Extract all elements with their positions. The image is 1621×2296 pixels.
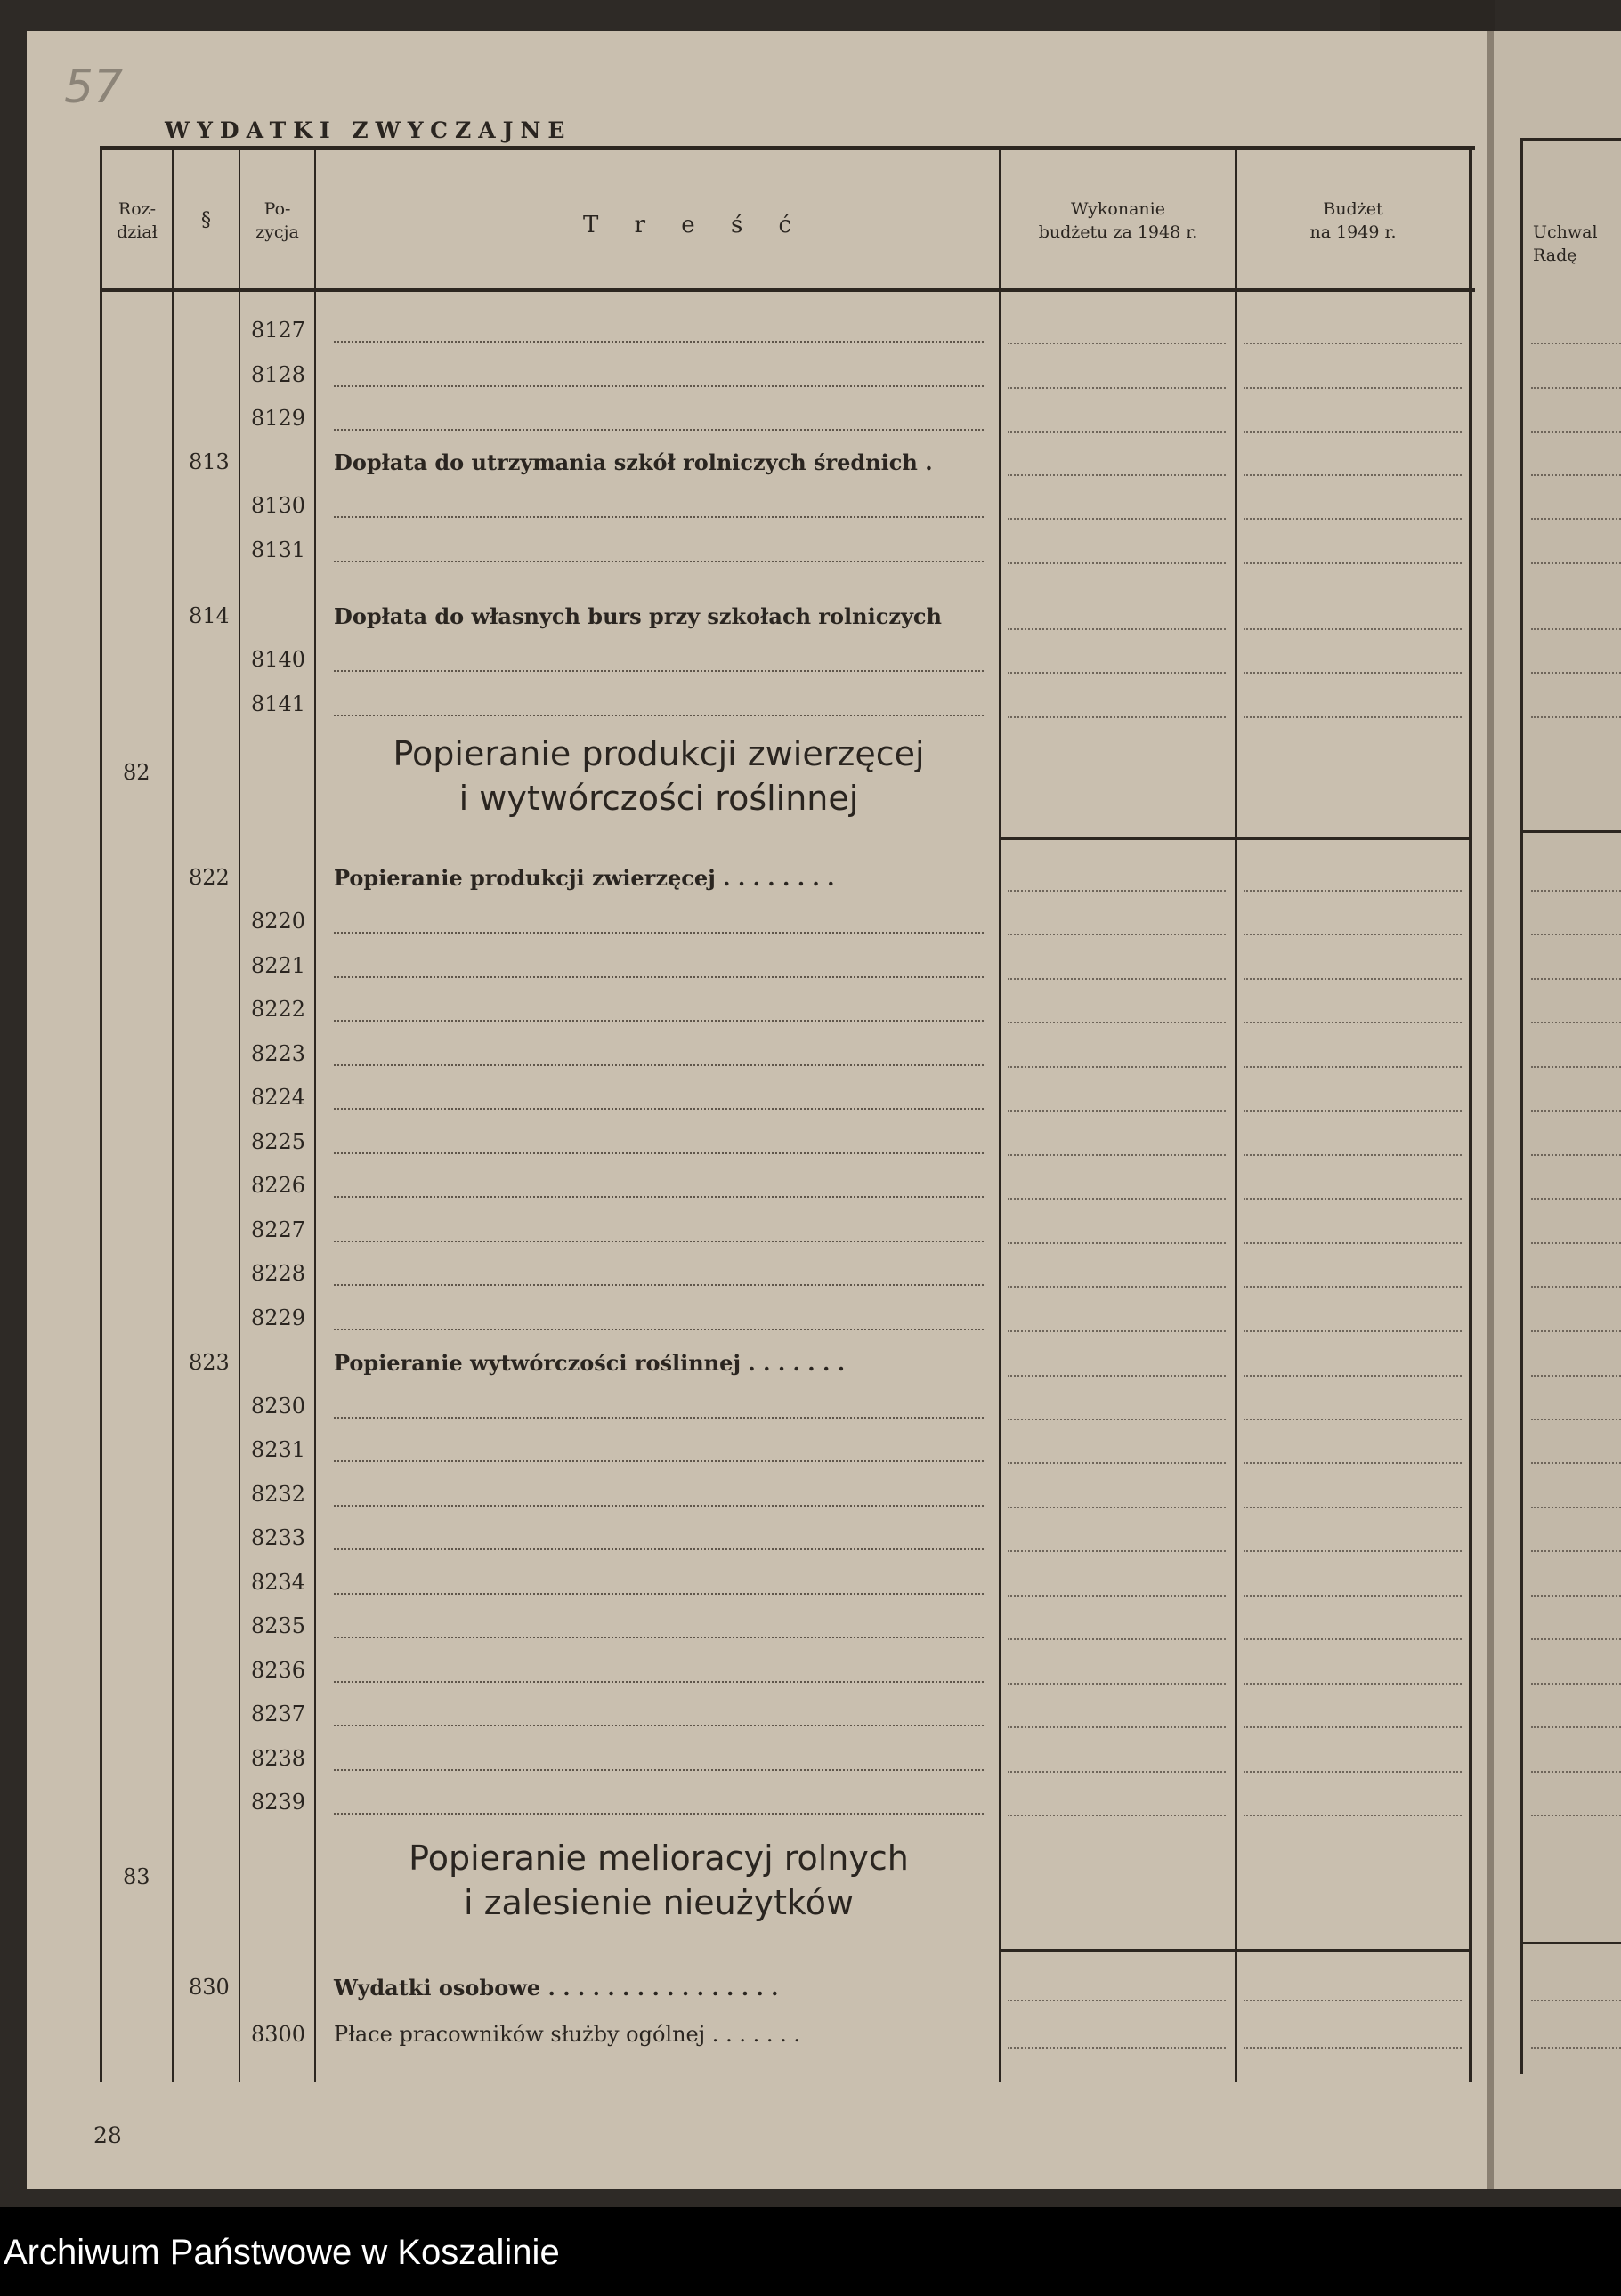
header-rozdzial: Roz- dział bbox=[117, 199, 158, 242]
amount-line-wykonanie bbox=[1008, 890, 1226, 892]
amount-line-wykonanie bbox=[1008, 1375, 1226, 1377]
section-82-rule bbox=[1001, 837, 1472, 840]
header-tresc: T r e ś ć bbox=[583, 212, 806, 238]
row-dotted-line bbox=[334, 715, 984, 716]
amount-line-wykonanie bbox=[1008, 1242, 1226, 1244]
col-divider-pozycja bbox=[314, 150, 316, 2082]
row-dotted-line bbox=[334, 976, 984, 978]
amount-line-uchwalone bbox=[1531, 1771, 1621, 1773]
row-pozycja: 8234 bbox=[251, 1570, 306, 1595]
amount-line-uchwalone bbox=[1531, 890, 1621, 892]
amount-line-wykonanie bbox=[1008, 518, 1226, 520]
amount-line-wykonanie bbox=[1008, 2047, 1226, 2049]
archive-name: Archiwum Państwowe w Koszalinie bbox=[4, 2233, 560, 2272]
amount-line-uchwalone bbox=[1531, 562, 1621, 564]
row-pozycja: 8229 bbox=[251, 1306, 306, 1330]
amount-line-wykonanie bbox=[1008, 2000, 1226, 2001]
amount-line-wykonanie bbox=[1008, 1286, 1226, 1288]
row-description: Płace pracowników służby ogólnej . . . . . . . bbox=[334, 2022, 800, 2047]
amount-line-budzet bbox=[1244, 1815, 1462, 1816]
amount-line-wykonanie bbox=[1008, 1771, 1226, 1773]
row-paragraf: 823 bbox=[189, 1350, 230, 1375]
row-dotted-line bbox=[334, 1505, 984, 1507]
amount-line-budzet bbox=[1244, 1330, 1462, 1332]
amount-line-budzet bbox=[1244, 1110, 1462, 1112]
row-rozdzial: 83 bbox=[123, 1864, 150, 1889]
row-pozycja: 8233 bbox=[251, 1525, 306, 1550]
amount-line-wykonanie bbox=[1008, 1507, 1226, 1508]
header-uchwalone: Uchwal Radę bbox=[1533, 222, 1598, 265]
amount-line-uchwalone bbox=[1531, 1330, 1621, 1332]
section-heading: Popieranie melioracyj rolnych i zalesienie nieużytków bbox=[409, 1839, 909, 1922]
row-pozycja: 8226 bbox=[251, 1173, 306, 1198]
row-pozycja: 8231 bbox=[251, 1437, 306, 1462]
amount-line-uchwalone bbox=[1531, 1066, 1621, 1068]
row-dotted-line bbox=[334, 561, 984, 562]
amount-line-budzet bbox=[1244, 890, 1462, 892]
amount-line-uchwalone bbox=[1531, 387, 1621, 389]
amount-line-wykonanie bbox=[1008, 716, 1226, 718]
amount-line-budzet bbox=[1244, 1638, 1462, 1640]
row-dotted-line bbox=[334, 1329, 984, 1330]
amount-line-wykonanie bbox=[1008, 978, 1226, 980]
amount-line-wykonanie bbox=[1008, 672, 1226, 674]
amount-line-wykonanie bbox=[1008, 1726, 1226, 1728]
row-pozycja: 8127 bbox=[251, 318, 306, 343]
header-pozycja: Po- zycja bbox=[255, 199, 299, 242]
amount-line-budzet bbox=[1244, 978, 1462, 980]
amount-line-budzet bbox=[1244, 1595, 1462, 1597]
amount-line-budzet bbox=[1244, 2047, 1462, 2049]
row-dotted-line bbox=[334, 341, 984, 343]
header-wykonanie: Wykonanie budżetu za 1948 r. bbox=[1038, 199, 1198, 242]
header-paragraf: § bbox=[201, 209, 211, 231]
right-page-left-border bbox=[1520, 138, 1523, 2074]
amount-line-uchwalone bbox=[1531, 1462, 1621, 1464]
row-pozycja: 8221 bbox=[251, 953, 306, 978]
amount-line-uchwalone bbox=[1531, 431, 1621, 433]
row-pozycja: 8237 bbox=[251, 1702, 306, 1726]
amount-line-wykonanie bbox=[1008, 1550, 1226, 1552]
row-dotted-line bbox=[334, 1108, 984, 1110]
section-83-rule-right bbox=[1523, 1942, 1621, 1944]
amount-line-budzet bbox=[1244, 672, 1462, 674]
amount-line-budzet bbox=[1244, 518, 1462, 520]
header-bottom-rule bbox=[100, 288, 1475, 292]
row-dotted-line bbox=[334, 1020, 984, 1022]
row-dotted-line bbox=[334, 1152, 984, 1154]
amount-line-wykonanie bbox=[1008, 1683, 1226, 1685]
row-rozdzial: 82 bbox=[123, 760, 150, 785]
amount-line-wykonanie bbox=[1008, 1198, 1226, 1200]
col-divider-tresc bbox=[999, 150, 1001, 2082]
row-dotted-line bbox=[334, 1725, 984, 1726]
amount-line-uchwalone bbox=[1531, 716, 1621, 718]
row-dotted-line bbox=[334, 1548, 984, 1550]
row-dotted-line bbox=[334, 1417, 984, 1419]
row-pozycja: 8238 bbox=[251, 1746, 306, 1771]
amount-line-wykonanie bbox=[1008, 1154, 1226, 1156]
row-description: Dopłata do utrzymania szkół rolniczych średnich . bbox=[334, 449, 933, 475]
col-divider-rozdzial bbox=[172, 150, 174, 2082]
amount-line-wykonanie bbox=[1008, 474, 1226, 476]
amount-line-budzet bbox=[1244, 1726, 1462, 1728]
amount-line-uchwalone bbox=[1531, 1242, 1621, 1244]
amount-line-budzet bbox=[1244, 1022, 1462, 1023]
amount-line-uchwalone bbox=[1531, 1815, 1621, 1816]
row-pozycja: 8128 bbox=[251, 362, 306, 387]
row-pozycja: 8222 bbox=[251, 997, 306, 1022]
handwritten-number: 57 bbox=[64, 61, 124, 114]
amount-line-wykonanie bbox=[1008, 1462, 1226, 1464]
amount-line-wykonanie bbox=[1008, 1419, 1226, 1420]
amount-line-uchwalone bbox=[1531, 1154, 1621, 1156]
table-top-rule bbox=[100, 146, 1475, 150]
amount-line-uchwalone bbox=[1531, 1419, 1621, 1420]
row-description: Popieranie wytwórczości roślinnej . . . . . . . bbox=[334, 1350, 846, 1376]
amount-line-wykonanie bbox=[1008, 562, 1226, 564]
row-dotted-line bbox=[334, 670, 984, 672]
amount-line-uchwalone bbox=[1531, 978, 1621, 980]
amount-line-budzet bbox=[1244, 2000, 1462, 2001]
amount-line-uchwalone bbox=[1531, 474, 1621, 476]
right-page-top-rule bbox=[1520, 138, 1621, 141]
row-pozycja: 8239 bbox=[251, 1790, 306, 1815]
row-pozycja: 8235 bbox=[251, 1613, 306, 1638]
col-divider-paragraf bbox=[239, 150, 240, 2082]
amount-line-budzet bbox=[1244, 343, 1462, 344]
amount-line-wykonanie bbox=[1008, 387, 1226, 389]
row-pozycja: 8223 bbox=[251, 1041, 306, 1066]
amount-line-budzet bbox=[1244, 1198, 1462, 1200]
section-82-rule-right bbox=[1523, 830, 1621, 833]
amount-line-uchwalone bbox=[1531, 1638, 1621, 1640]
amount-line-budzet bbox=[1244, 1462, 1462, 1464]
row-pozycja: 8232 bbox=[251, 1482, 306, 1507]
row-pozycja: 8225 bbox=[251, 1129, 306, 1154]
section-83-rule bbox=[1001, 1949, 1472, 1952]
amount-line-budzet bbox=[1244, 1683, 1462, 1685]
amount-line-uchwalone bbox=[1531, 1683, 1621, 1685]
row-pozycja: 8140 bbox=[251, 647, 306, 672]
row-pozycja: 8236 bbox=[251, 1658, 306, 1683]
amount-line-budzet bbox=[1244, 431, 1462, 433]
row-description: Popieranie produkcji zwierzęcej . . . . . . . . bbox=[334, 865, 835, 891]
page-number: 28 bbox=[93, 2122, 122, 2148]
row-pozycja: 8228 bbox=[251, 1261, 306, 1286]
amount-line-uchwalone bbox=[1531, 2000, 1621, 2001]
amount-line-budzet bbox=[1244, 1771, 1462, 1773]
amount-line-uchwalone bbox=[1531, 2047, 1621, 2049]
amount-line-uchwalone bbox=[1531, 1595, 1621, 1597]
amount-line-wykonanie bbox=[1008, 431, 1226, 433]
row-dotted-line bbox=[334, 516, 984, 518]
row-dotted-line bbox=[334, 932, 984, 934]
amount-line-uchwalone bbox=[1531, 343, 1621, 344]
row-pozycja: 8141 bbox=[251, 691, 306, 716]
row-description: Dopłata do własnych burs przy szkołach rolniczych bbox=[334, 603, 942, 629]
amount-line-budzet bbox=[1244, 387, 1462, 389]
amount-line-budzet bbox=[1244, 562, 1462, 564]
amount-line-uchwalone bbox=[1531, 672, 1621, 674]
amount-line-wykonanie bbox=[1008, 1330, 1226, 1332]
row-dotted-line bbox=[334, 1196, 984, 1198]
page-gutter bbox=[1487, 31, 1494, 2189]
amount-line-uchwalone bbox=[1531, 628, 1621, 630]
row-pozycja: 8227 bbox=[251, 1217, 306, 1242]
row-dotted-line bbox=[334, 1681, 984, 1683]
amount-line-budzet bbox=[1244, 1375, 1462, 1377]
row-dotted-line bbox=[334, 1460, 984, 1462]
amount-line-uchwalone bbox=[1531, 1726, 1621, 1728]
amount-line-uchwalone bbox=[1531, 1375, 1621, 1377]
amount-line-budzet bbox=[1244, 1507, 1462, 1508]
row-dotted-line bbox=[334, 1064, 984, 1066]
amount-line-uchwalone bbox=[1531, 518, 1621, 520]
amount-line-wykonanie bbox=[1008, 1066, 1226, 1068]
amount-line-wykonanie bbox=[1008, 1022, 1226, 1023]
col-divider-wykonanie bbox=[1235, 150, 1237, 2082]
amount-line-wykonanie bbox=[1008, 628, 1226, 630]
amount-line-budzet bbox=[1244, 1419, 1462, 1420]
amount-line-wykonanie bbox=[1008, 343, 1226, 344]
row-dotted-line bbox=[334, 1593, 984, 1595]
amount-line-uchwalone bbox=[1531, 1198, 1621, 1200]
amount-line-wykonanie bbox=[1008, 1595, 1226, 1597]
amount-line-uchwalone bbox=[1531, 1110, 1621, 1112]
amount-line-wykonanie bbox=[1008, 1638, 1226, 1640]
row-pozycja: 8224 bbox=[251, 1085, 306, 1110]
row-dotted-line bbox=[334, 1637, 984, 1638]
amount-line-budzet bbox=[1244, 1550, 1462, 1552]
section-heading: Popieranie produkcji zwierzęcej i wytwórczości roślinnej bbox=[393, 734, 925, 818]
row-pozycja: 8230 bbox=[251, 1394, 306, 1419]
amount-line-uchwalone bbox=[1531, 1022, 1621, 1023]
row-dotted-line bbox=[334, 1813, 984, 1815]
row-paragraf: 813 bbox=[189, 449, 230, 474]
amount-line-budzet bbox=[1244, 628, 1462, 630]
amount-line-budzet bbox=[1244, 934, 1462, 935]
row-paragraf: 814 bbox=[189, 603, 230, 628]
amount-line-budzet bbox=[1244, 1066, 1462, 1068]
amount-line-wykonanie bbox=[1008, 934, 1226, 935]
row-pozycja: 8300 bbox=[251, 2022, 306, 2047]
amount-line-uchwalone bbox=[1531, 934, 1621, 935]
amount-line-uchwalone bbox=[1531, 1507, 1621, 1508]
amount-line-uchwalone bbox=[1531, 1550, 1621, 1552]
row-dotted-line bbox=[334, 1284, 984, 1286]
amount-line-budzet bbox=[1244, 474, 1462, 476]
row-dotted-line bbox=[334, 385, 984, 387]
amount-line-wykonanie bbox=[1008, 1815, 1226, 1816]
right-border bbox=[1469, 146, 1472, 2082]
amount-line-budzet bbox=[1244, 1286, 1462, 1288]
row-description: Wydatki osobowe . . . . . . . . . . . . . . . . bbox=[334, 1975, 779, 2001]
background-shadow bbox=[1380, 0, 1495, 31]
row-dotted-line bbox=[334, 1241, 984, 1242]
amount-line-uchwalone bbox=[1531, 1286, 1621, 1288]
amount-line-wykonanie bbox=[1008, 1110, 1226, 1112]
amount-line-budzet bbox=[1244, 1154, 1462, 1156]
left-border bbox=[100, 146, 102, 2082]
amount-line-budzet bbox=[1244, 1242, 1462, 1244]
row-pozycja: 8220 bbox=[251, 909, 306, 934]
amount-line-budzet bbox=[1244, 716, 1462, 718]
page-title: WYDATKI ZWYCZAJNE bbox=[165, 117, 572, 143]
row-dotted-line bbox=[334, 429, 984, 431]
header-budzet: Budżet na 1949 r. bbox=[1309, 199, 1397, 242]
row-pozycja: 8130 bbox=[251, 493, 306, 518]
row-paragraf: 822 bbox=[189, 865, 230, 890]
row-dotted-line bbox=[334, 1769, 984, 1771]
row-pozycja: 8129 bbox=[251, 406, 306, 431]
row-paragraf: 830 bbox=[189, 1975, 230, 2000]
row-pozycja: 8131 bbox=[251, 538, 306, 562]
